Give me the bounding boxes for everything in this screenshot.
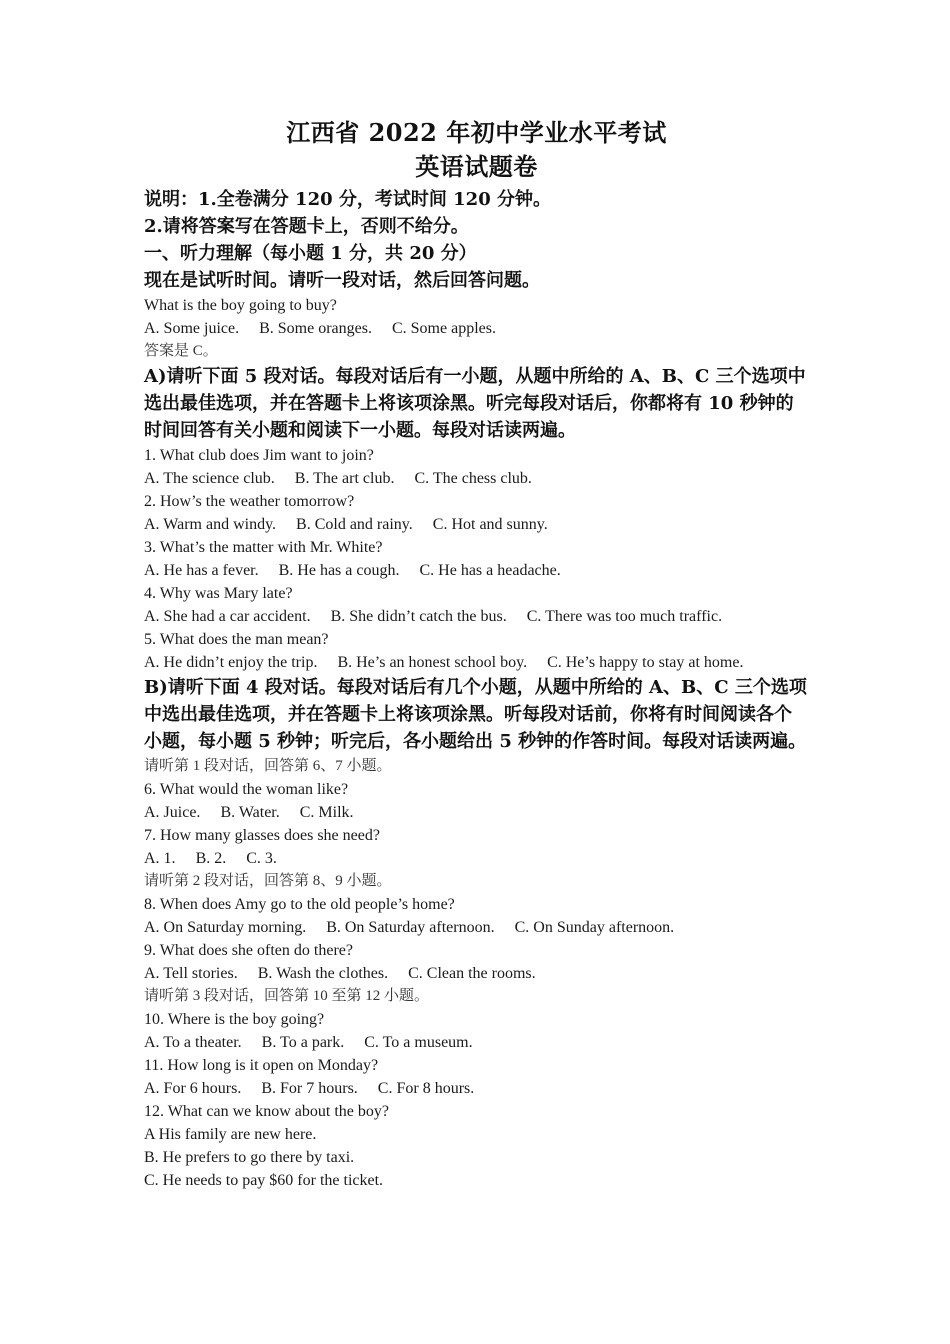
option: B. Cold and rainy. xyxy=(296,516,413,533)
options xyxy=(144,605,809,628)
option: A. She had a car accident. xyxy=(144,608,311,625)
option: B. On Saturday afternoon. xyxy=(326,919,495,936)
example-question: What is the boy going to buy? xyxy=(144,297,337,314)
option: A. Some juice. xyxy=(144,320,240,337)
exam-title: 江西省 2022 年初中学业水平考试 xyxy=(286,118,667,147)
option: A. On Saturday morning. xyxy=(144,919,307,936)
question: 7. How many glasses does she need? xyxy=(144,827,380,844)
option: C. Some apples. xyxy=(391,320,496,337)
part-b-instructions: B)请听下面 4 段对话。每段对话后有几个小题，从题中所给的 A、B、C 三个选项中选出最佳选项，并在答题卡上将该项涂黑。听每段对话前，你将有时间阅读各个小题，每小题 5 秒钟；听完后，各小题给出 5 秒钟的作答时间。每段对话读两遍。 xyxy=(144,677,807,752)
option: B. For 7 hours. xyxy=(261,1080,358,1097)
note-1: 说明：1.全卷满分 120 分，考试时间 120 分钟。 xyxy=(144,189,552,210)
dialog-instruction: 请听第 3 段对话，回答第 10 至第 12 小题。 xyxy=(144,988,430,1004)
options xyxy=(144,1031,809,1054)
option: C. He’s happy to stay at home. xyxy=(547,654,744,671)
question: 12. What can we know about the boy? xyxy=(144,1103,389,1120)
options xyxy=(144,847,809,870)
option: B. Wash the clothes. xyxy=(257,965,389,982)
question: 8. When does Amy go to the old people’s home? xyxy=(144,896,455,913)
option: B. To a park. xyxy=(261,1034,345,1051)
dialog-instruction: 请听第 1 段对话，回答第 6、7 小题。 xyxy=(144,758,392,774)
option: A. He has a fever. xyxy=(144,562,259,579)
option: B. He’s an honest school boy. xyxy=(337,654,528,671)
dialog-instruction: 请听第 2 段对话，回答第 8、9 小题。 xyxy=(144,873,392,889)
option: B. He prefers to go there by taxi. xyxy=(144,1149,355,1166)
part-a-instructions: A)请听下面 5 段对话。每段对话后有一小题，从题中所给的 A、B、C 三个选项中选出最佳选项，并在答题卡上将该项涂黑。听完每段对话后，你都将有 10 秒钟的时间回答有关小题和阅读下一小题。每段对话读两遍。 xyxy=(144,366,806,441)
option: A. Warm and windy. xyxy=(144,516,277,533)
option: B. The art club. xyxy=(294,470,395,487)
question: 5. What does the man mean? xyxy=(144,631,329,648)
option: C. Hot and sunny. xyxy=(432,516,548,533)
trial-instruction: 现在是试听时间。请听一段对话，然后回答问题。 xyxy=(144,270,540,291)
options xyxy=(144,916,809,939)
question: 10. Where is the boy going? xyxy=(144,1011,325,1028)
option: B. Water. xyxy=(220,804,280,821)
option: A His family are new here. xyxy=(144,1126,317,1143)
option: C. He has a headache. xyxy=(419,562,561,579)
question: 11. How long is it open on Monday? xyxy=(144,1057,379,1074)
example-options xyxy=(144,317,809,340)
options xyxy=(144,559,809,582)
option: C. Clean the rooms. xyxy=(408,965,536,982)
option: A. The science club. xyxy=(144,470,275,487)
question: 6. What would the woman like? xyxy=(144,781,349,798)
option: A. Tell stories. xyxy=(144,965,238,982)
exam-page xyxy=(144,116,809,1192)
option: B. Some oranges. xyxy=(259,320,372,337)
options xyxy=(144,1077,809,1100)
option: A. 1. xyxy=(144,850,176,867)
question: 2. How’s the weather tomorrow? xyxy=(144,493,355,510)
options xyxy=(144,513,809,536)
option: C. Milk. xyxy=(299,804,354,821)
option: C. On Sunday afternoon. xyxy=(514,919,675,936)
question: 1. What club does Jim want to join? xyxy=(144,447,374,464)
question: 3. What’s the matter with Mr. White? xyxy=(144,539,383,556)
option: C. There was too much traffic. xyxy=(526,608,723,625)
option: C. 3. xyxy=(246,850,277,867)
options xyxy=(144,962,809,985)
options xyxy=(144,801,809,824)
options xyxy=(144,651,809,674)
note-2: 2.请将答案写在答题卡上，否则不给分。 xyxy=(144,216,469,237)
option: B. 2. xyxy=(195,850,227,867)
exam-subtitle: 英语试题卷 xyxy=(415,152,538,181)
option: A. For 6 hours. xyxy=(144,1080,242,1097)
section-heading: 一、听力理解（每小题 1 分，共 20 分） xyxy=(144,243,477,264)
option: C. To a museum. xyxy=(364,1034,473,1051)
option: C. The chess club. xyxy=(414,470,532,487)
option: C. He needs to pay $60 for the ticket. xyxy=(144,1172,384,1189)
question: 4. Why was Mary late? xyxy=(144,585,293,602)
option: B. He has a cough. xyxy=(278,562,400,579)
option: C. For 8 hours. xyxy=(377,1080,475,1097)
option: A. He didn’t enjoy the trip. xyxy=(144,654,318,671)
example-answer: 答案是 C。 xyxy=(144,343,218,359)
option: B. She didn’t catch the bus. xyxy=(330,608,507,625)
option: A. To a theater. xyxy=(144,1034,242,1051)
question: 9. What does she often do there? xyxy=(144,942,353,959)
options xyxy=(144,467,809,490)
option: A. Juice. xyxy=(144,804,201,821)
